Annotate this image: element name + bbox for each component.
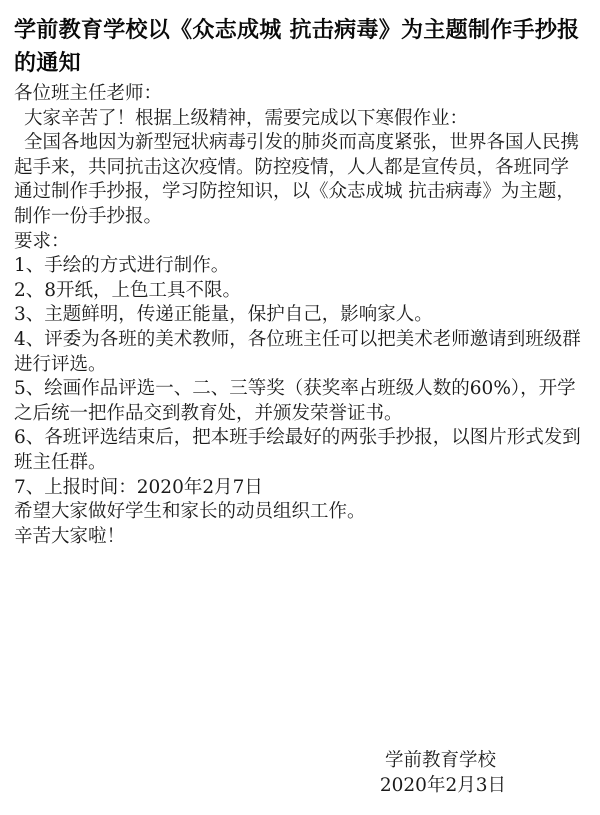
closing-line: 辛苦大家啦！ <box>14 525 126 547</box>
requirement-item: 6、各班评选结束后，把本班手绘最好的两张手抄报，以图片形式发到班主任群。 <box>14 427 581 473</box>
background-paragraph: 全国各地因为新型冠状病毒引发的肺炎而高度紧张，世界各国人民携起手来，共同抗击这次疫情。防控疫情，人人都是宣传员，各班同学通过制作手抄报，学习防控知识，以《众志成城 抗击病毒》为主题，制作一份手抄报。 <box>14 132 580 227</box>
requirement-item: 4、评委为各班的美术教师，各位班主任可以把美术老师邀请到班级群进行评选。 <box>14 328 581 375</box>
signature-date: 2020年2月3日 <box>379 775 506 796</box>
requirements-list <box>14 254 584 500</box>
salutation: 各位班主任老师： <box>14 83 163 104</box>
requirement-item: 5、绘画作品评选一、二、三等奖（获奖率占班级人数的60%），开学之后统一把作品交到教育处，并颁发荣誉证书。 <box>14 378 576 424</box>
notice-title: 学前教育学校以《众志成城 抗击病毒》为主题制作手抄报的通知 <box>14 18 580 76</box>
requirement-item: 1、手绘的方式进行制作。 <box>14 255 230 277</box>
signature-block <box>380 748 506 798</box>
requirements-heading: 要求： <box>14 230 70 252</box>
closing-line: 希望大家做好学生和家长的动员组织工作。 <box>14 501 366 523</box>
requirement-item: 2、8开纸，上色工具不限。 <box>14 279 242 301</box>
requirement-item: 3、主题鲜明，传递正能量，保护自己，影响家人。 <box>14 304 433 326</box>
signature-organization: 学前教育学校 <box>384 750 496 771</box>
intro-paragraph: 大家辛苦了！根据上级精神，需要完成以下寒假作业： <box>24 107 469 129</box>
requirement-item: 7、上报时间：2020年2月7日 <box>14 476 263 498</box>
notice-body <box>14 82 584 549</box>
